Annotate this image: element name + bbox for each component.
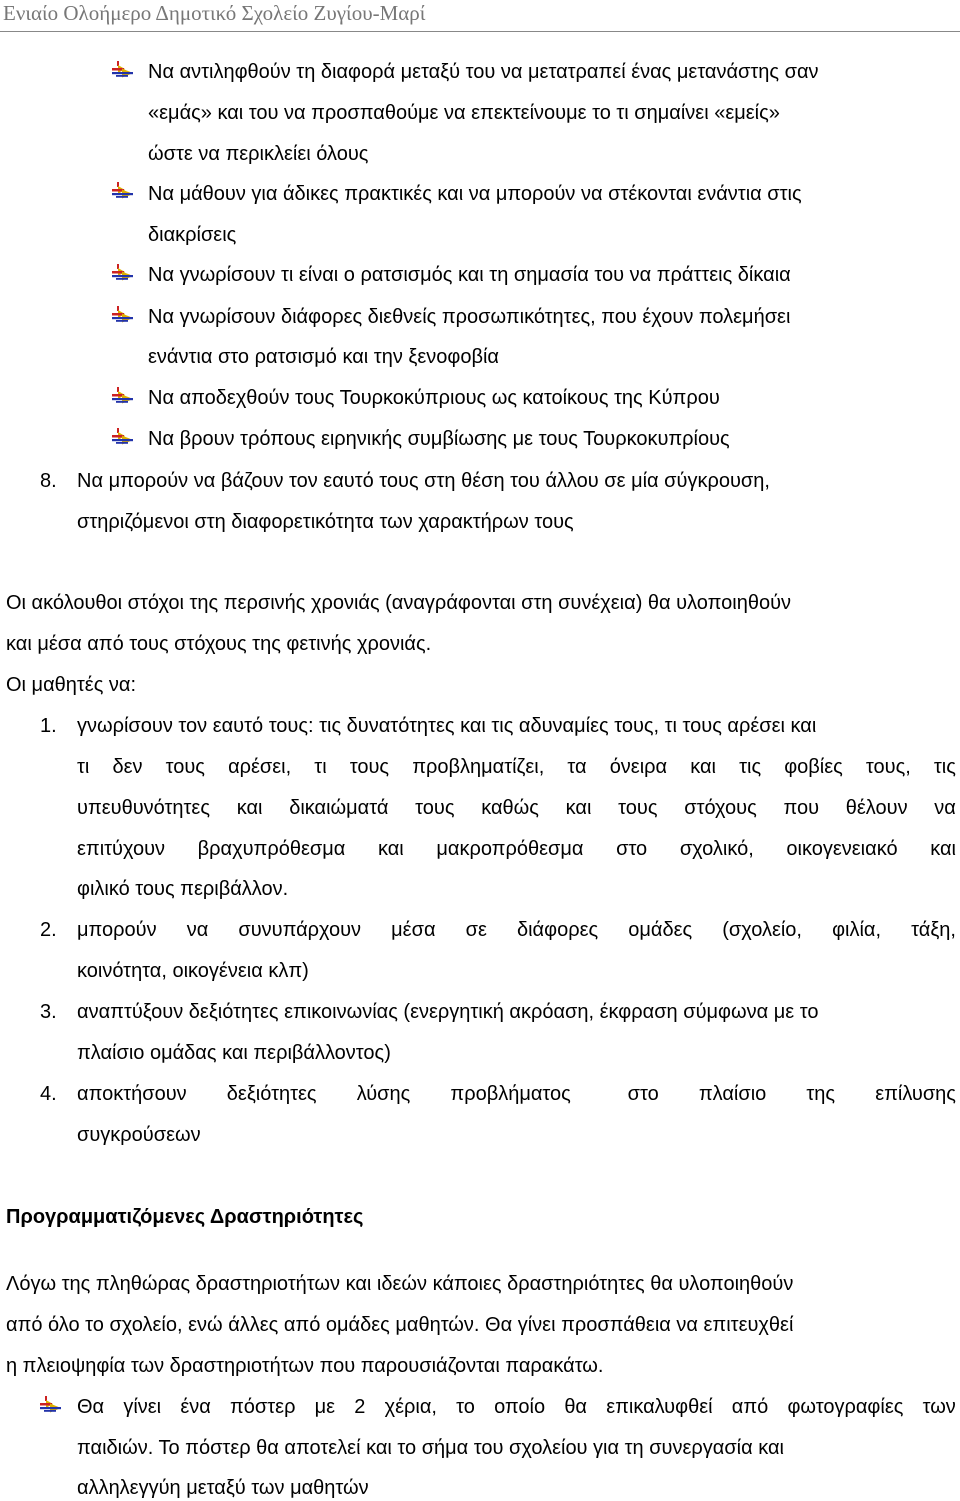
arrow-bullet-icon <box>112 61 134 79</box>
list-item-text: πλαίσιο ομάδας και περιβάλλοντος) <box>77 1042 391 1064</box>
word: τι <box>77 756 90 778</box>
list-number: 8. <box>40 470 57 492</box>
arrow-bullet-icon <box>112 306 134 324</box>
bullet-text: ώστε να περικλείει όλους <box>148 143 369 165</box>
list-item-text <box>77 755 956 779</box>
paragraph-line: από όλο το σχολείο, ενώ άλλες από ομάδες μαθητών. Θα γίνει προσπάθεια να επιτευχθεί <box>6 1314 794 1336</box>
word: τα <box>567 756 587 778</box>
arrow-bullet-icon <box>112 428 134 446</box>
paragraph-line: Λόγω της πληθώρας δραστηριοτήτων και ιδεών κάποιες δραστηριότητες θα υλοποιηθούν <box>6 1273 794 1295</box>
word: τους, <box>865 756 911 778</box>
arrow-bullet-icon <box>112 182 134 200</box>
list-number: 3. <box>40 1001 57 1023</box>
activity-text: αλληλεγγύη μεταξύ των μαθητών <box>77 1477 369 1499</box>
word: και <box>690 756 716 778</box>
word: τι <box>314 756 327 778</box>
paragraph-line: Οι ακόλουθοι στόχοι της περσινής χρονιάς (αναγράφονται στη συνέχεια) θα υλοποιηθούν <box>6 592 792 614</box>
word: δεν <box>112 756 143 778</box>
bullet-text: Να γνωρίσουν τι είναι ο ρατσισμός και τη σημασία του να πράττεις δίκαια <box>148 264 791 286</box>
list-item-text: γνωρίσουν τον εαυτό τους: τις δυνατότητες και τις αδυναμίες τους, τι τους αρέσει και <box>77 715 817 737</box>
bullet-text: ενάντια στο ρατσισμό και την ξενοφοβία <box>148 346 499 368</box>
list-number: 4. <box>40 1083 57 1105</box>
word: τους <box>349 756 390 778</box>
list-item-text: στηριζόμενοι στη διαφορετικότητα των χαρακτήρων τους <box>77 511 574 533</box>
list-item-text: κοινότητα, οικογένεια κλπ) <box>77 960 309 982</box>
bullet-text: Να μάθουν για άδικες πρακτικές και να μπορούν να στέκονται ενάντια στις <box>148 183 802 205</box>
word: αρέσει, <box>228 756 292 778</box>
bullet-text: Να αποδεχθούν τους Τουρκοκύπριους ως κατοίκους της Κύπρου <box>148 387 720 409</box>
bullet-text: «εμάς» και του να προσπαθούμε να επεκτείνουμε το τι σημαίνει «εμείς» <box>148 102 780 124</box>
list-number: 1. <box>40 715 57 737</box>
word: προβληματίζει, <box>412 756 545 778</box>
list-item-text: αποκτήσουν δεξιότητες λύσης προβλήματος στο πλαίσιο της επίλυσης <box>77 1083 956 1105</box>
bullet-text: Να βρουν τρόπους ειρηνικής συμβίωσης με τους Τουρκοκυπρίους <box>148 428 730 450</box>
word: φοβίες <box>784 756 843 778</box>
activity-text: Θα γίνει ένα πόστερ με 2 χέρια, το οποίο θα επικαλυφθεί από φωτογραφίες των <box>77 1396 956 1418</box>
list-number: 2. <box>40 919 57 941</box>
bullet-text: Να γνωρίσουν διάφορες διεθνείς προσωπικότητες, που έχουν πολεμήσει <box>148 306 791 328</box>
list-item-text: αναπτύξουν δεξιότητες επικοινωνίας (ενεργητική ακρόαση, έκφραση σύμφωνα με το <box>77 1001 819 1023</box>
arrow-bullet-icon <box>40 1396 62 1414</box>
word: τις <box>933 756 956 778</box>
list-item-text: φιλικό τους περιβάλλον. <box>77 878 289 900</box>
list-item-text: Να μπορούν να βάζουν τον εαυτό τους στη θέση του άλλου σε μία σύγκρουση, <box>77 470 770 492</box>
word: τις <box>739 756 762 778</box>
word: τους <box>165 756 205 778</box>
paragraph-line: η πλειοψηφία των δραστηριοτήτων που παρουσιάζονται παρακάτω. <box>6 1355 604 1377</box>
arrow-bullet-icon <box>112 387 134 405</box>
paragraph-line: και μέσα από τους στόχους της φετινής χρονιάς. <box>6 633 432 655</box>
page-header: Ενιαίο Ολοήμερο Δημοτικό Σχολείο Ζυγίου-Μαρί <box>0 0 960 32</box>
list-item-text: επιτύχουν βραχυπρόθεσμα και μακροπρόθεσμα στο σχολικό, οικογενειακό και <box>77 838 956 860</box>
arrow-bullet-icon <box>112 264 134 282</box>
list-item-text: μπορούν να συνυπάρχουν μέσα σε διάφορες ομάδες (σχολείο, φιλία, τάξη, <box>77 919 956 941</box>
bullet-text: διακρίσεις <box>148 224 237 246</box>
section-heading: Προγραμματιζόμενες Δραστηριότητες <box>6 1206 364 1228</box>
activity-text: παιδιών. Το πόστερ θα αποτελεί και το σήμα του σχολείου για τη συνεργασία και <box>77 1437 785 1459</box>
list-item-text: συγκρούσεων <box>77 1124 201 1146</box>
word: όνειρα <box>609 756 668 778</box>
bullet-text: Να αντιληφθούν τη διαφορά μεταξύ του να μετατραπεί ένας μετανάστης σαν <box>148 61 819 83</box>
paragraph-line: Οι μαθητές να: <box>6 674 137 696</box>
list-item-text: υπευθυνότητες και δικαιώματά τους καθώς και τους στόχους που θέλουν να <box>77 797 956 819</box>
